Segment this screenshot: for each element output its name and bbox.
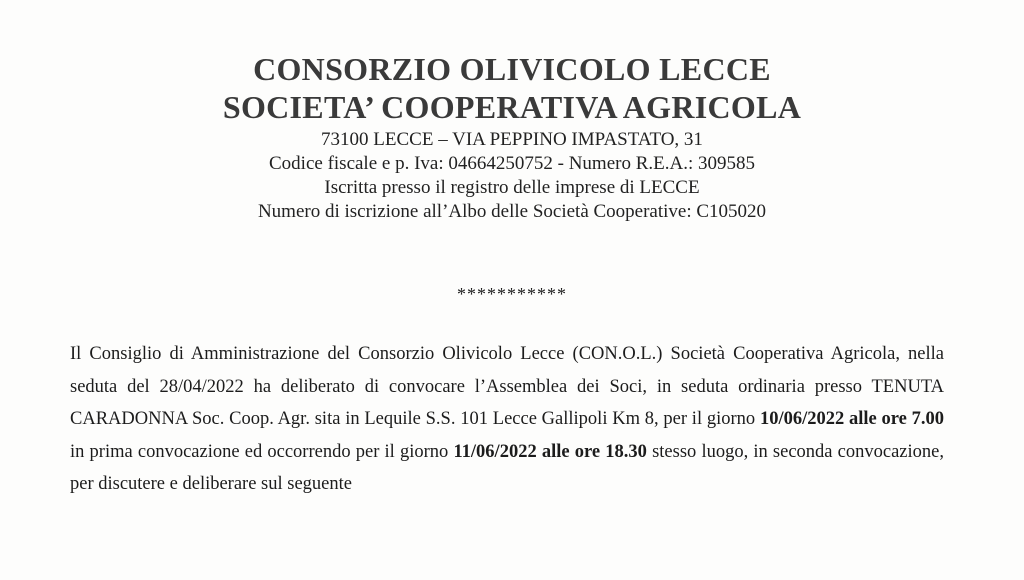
company-registry: Iscritta presso il registro delle imprese di LECCE xyxy=(324,177,700,198)
company-type-title: SOCIETA’ COOPERATIVA AGRICOLA xyxy=(222,89,802,125)
company-address: 73100 LECCE – VIA PEPPINO IMPASTATO, 31 xyxy=(321,129,703,150)
second-convocation-date: 11/06/2022 alle ore 18.30 xyxy=(453,441,647,462)
first-convocation-date: 10/06/2022 alle ore 7.00 xyxy=(759,409,944,429)
letterhead xyxy=(0,50,1024,224)
paragraph-text-part-2: in prima convocazione ed occorrendo per il giorno xyxy=(70,441,454,462)
convocation-paragraph xyxy=(70,338,944,501)
company-tax-codes: Codice fiscale e p. Iva: 04664250752 - Numero R.E.A.: 309585 xyxy=(269,153,755,174)
paragraph-text-part-3: stesso luogo, in seconda convocazione, per discutere e deliberare sul seguente xyxy=(70,441,944,494)
separator-stars: *********** xyxy=(457,284,567,304)
company-name-title: CONSORZIO OLIVICOLO LECCE xyxy=(253,51,771,87)
paragraph-text-part-1: Il Consiglio di Amministrazione del Consorzio Olivicolo Lecce (CON.O.L.) Società Cooperativa Agricola, nella seduta del 28/04/2022 ha deliberato di convocare l’Assemblea dei Soci, in seduta ordinaria presso TENUTA CARADONNA Soc. Coop. Agr. sita in Lequile S.S. 101 Lecce Gallipoli Km 8, per il giorno xyxy=(70,344,944,429)
company-albo-number: Numero di iscrizione all’Albo delle Società Cooperative: C105020 xyxy=(257,201,767,222)
